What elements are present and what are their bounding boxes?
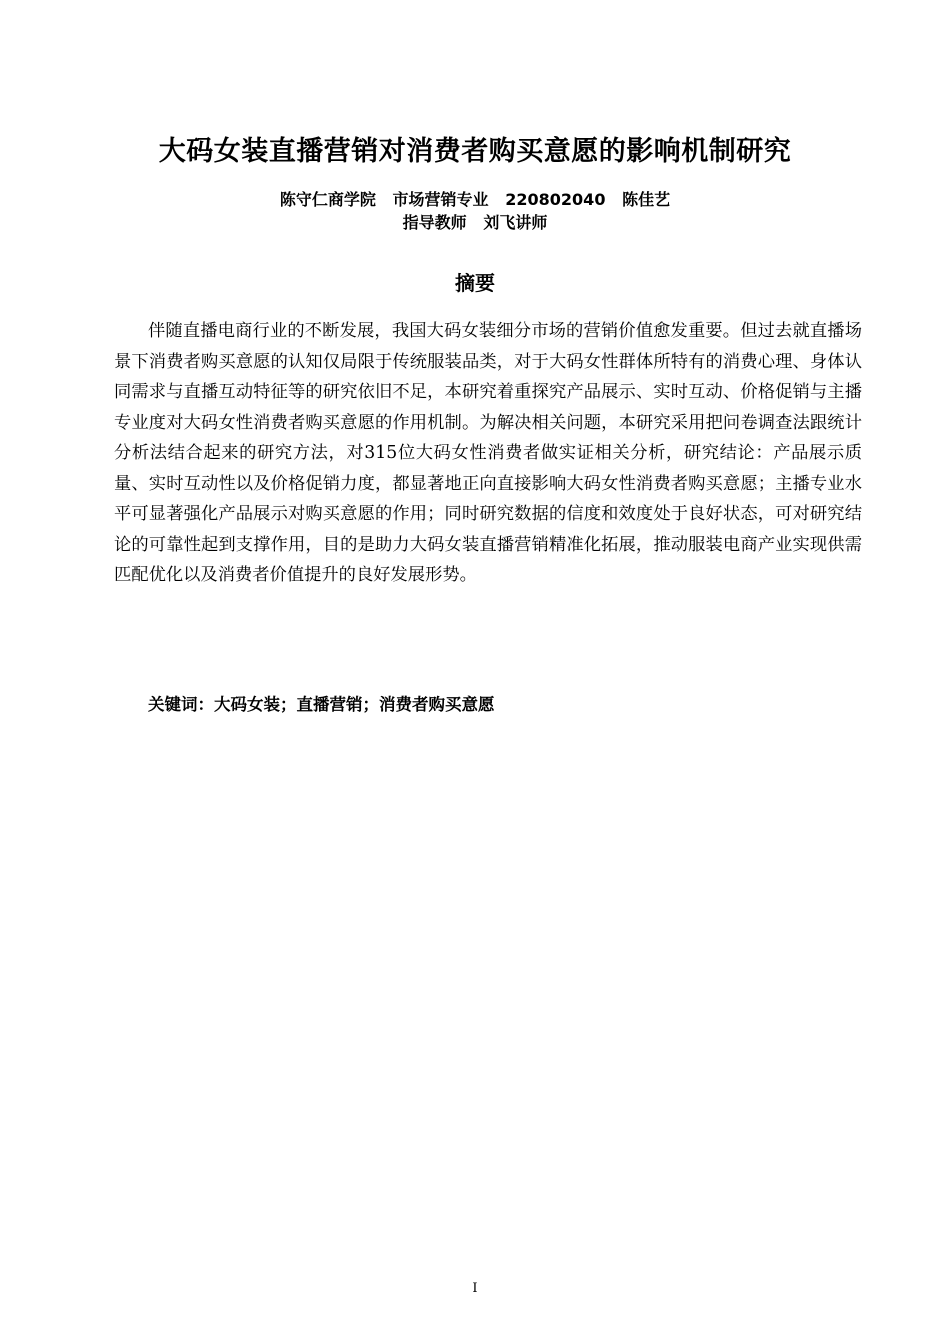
- author-info: 陈守仁商学院 市场营销专业 220802040 陈佳艺: [279, 190, 671, 209]
- abstract-body: 伴随直播电商行业的不断发展，我国大码女装细分市场的营销价值愈发重要。但过去就直播场景下消费者购买意愿的认知仅局限于传统服装品类，对于大码女性群体所特有的消费心理、身体认同需求与直播互动特征等的研究依旧不足，本研究着重探究产品展示、实时互动、价格促销与主播专业度对大码女性消费者购买意愿的作用机制。为解决相关问题，本研究采用把问卷调查法跟统计分析法结合起来的研究方法，对315位大码女性消费者做实证相关分析，研究结论：产品展示质量、实时互动性以及价格促销力度，都显著地正向直接影响大码女性消费者购买意愿；主播专业水平可显著强化产品展示对购买意愿的作用；同时研究数据的信度和效度处于良好状态，可对研究结论的可靠性起到支撑作用，目的是助力大码女装直播营销精准化拓展，推动服装电商产业实现供需匹配优化以及消费者价值提升的良好发展形势。: [114, 321, 862, 585]
- paper-title: 大码女装直播营销对消费者购买意愿的影响机制研究: [158, 136, 792, 167]
- page-number: I: [472, 1281, 478, 1296]
- keywords: 关键词：大码女装；直播营销；消费者购买意愿: [148, 695, 495, 714]
- abstract-heading: 摘要: [455, 271, 495, 295]
- advisor-info: 指导教师 刘飞讲师: [402, 213, 548, 232]
